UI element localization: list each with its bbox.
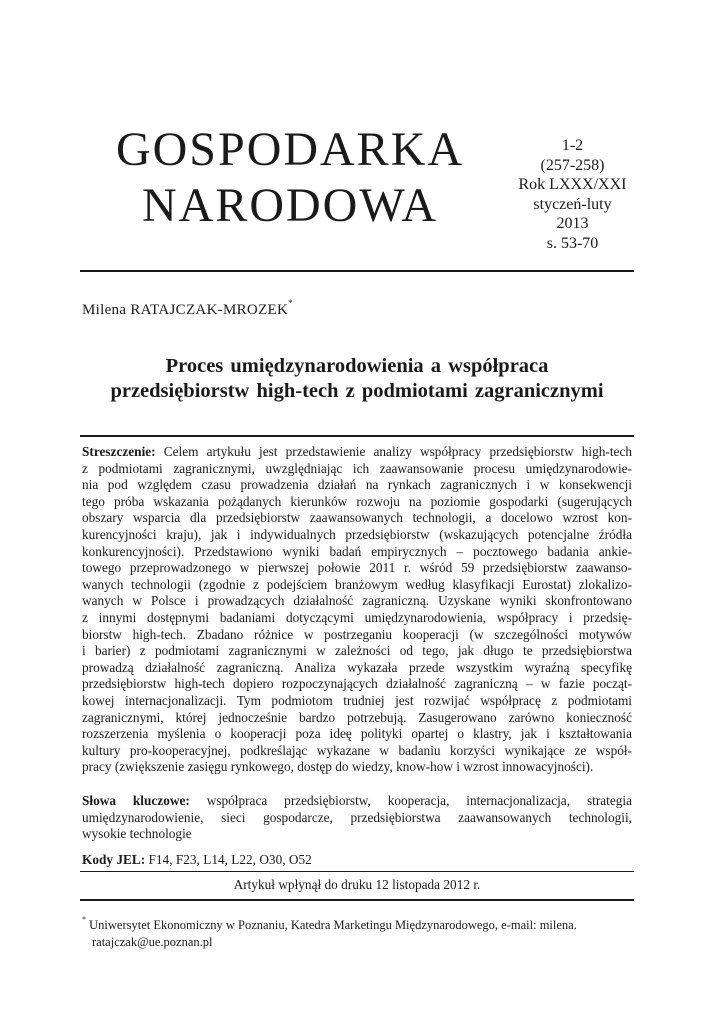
keywords-label: Słowa kluczowe:: [82, 793, 190, 808]
abstract-line: kowej internacjonalizacji. Tym podmiotom trudniej jest rozwijać współpracę z podmiotami: [82, 692, 632, 708]
issue-publication-year: 2013: [556, 215, 589, 232]
article-title-line1: Proces umiędzynarodowienia a współpraca: [165, 355, 549, 377]
abstract: [82, 444, 632, 776]
issue-months: styczeń-luty: [533, 195, 612, 213]
abstract-line: kurencyjności kraju), jak i indywidualnych przedsiębiorstw (wskazujących potencjalne źródła: [82, 526, 632, 542]
jel-codes: [82, 852, 312, 868]
abstract-line: nia pod względem czasu prowadzenia działań na rynkach zagranicznych i w konsekwencji: [82, 477, 632, 493]
issue-pages: s. 53-70: [546, 234, 599, 252]
header-divider: [80, 270, 634, 272]
keywords-line: Słowa kluczowe: współpraca przedsiębiorstw, kooperacja, internacjonalizacja, strategia: [82, 793, 632, 808]
abstract-line: przedsiębiorstw high-tech dopiero rozpoczynających działalność zagraniczną – w fazie począt-: [82, 676, 632, 692]
keywords-line: umiędzynarodowienie, sieci gospodarcze, przedsiębiorstwa zaawansowanych technologii,: [82, 809, 632, 825]
jel-divider: [80, 871, 634, 872]
abstract-line: i barier) z podmiotami zagranicznymi w zależności od tego, jak długo te przedsiębiorstwa: [82, 643, 632, 659]
jel-code-list: F14, F23, L14, L22, O30, O52: [148, 852, 312, 867]
footnote-email-line: ratajczak@ue.poznan.pl: [92, 935, 213, 950]
issue-info: [510, 136, 635, 253]
footnote-divider: [80, 899, 634, 901]
abstract-line: obszary wsparcia dla przedsiębiorstw zaawansowanych technologii, a docelowo wzrost kon-: [82, 510, 632, 526]
abstract-line: konkurencyjności). Przedstawiono wyniki badań empirycznych – pocztowego badania ankie-: [82, 543, 632, 559]
author-last-name: RATAJCZAK-MROZEK: [130, 302, 289, 318]
abstract-line: rozszerzenia myślenia o kooperacji poza ideę polityki opartej o klastry, jak i kształtowania: [82, 726, 632, 742]
issue-cumulative: (257-258): [540, 156, 605, 174]
abstract-line: prowadzą działalność zagraniczną. Analiza wykazała przede wszystkim wyraźną specyfikę: [82, 659, 632, 675]
issue-year: Rok LXXX/XXI: [518, 176, 627, 193]
article-title-line2: przedsiębiorstw high-tech z podmiotami zagranicznymi: [110, 380, 604, 402]
author-first-name: Milena: [82, 302, 127, 318]
abstract-line: towego przeprowadzonego w pierwszej połowie 2011 r. wśród 59 przedsiębiorstw zaawanso-: [82, 560, 632, 576]
keywords: [82, 793, 632, 843]
abstract-line: z innymi dostępnymi badaniami dotyczącymi umiędzynarodowienia, współpracy i przedsię-: [82, 609, 632, 625]
article-title: [80, 354, 634, 404]
received-date: Artykuł wpłynął do druku 12 listopada 2012 r.: [233, 877, 481, 892]
journal-title-line2: NARODOWA: [142, 179, 438, 232]
abstract-line: biorstw high-tech. Zbadano różnice w postrzeganiu kooperacji (w szczególności motywów: [82, 626, 632, 642]
abstract-label: Streszczenie:: [82, 444, 156, 459]
keywords-line: wysokie technologie: [82, 826, 192, 842]
abstract-line: wanych w Polsce i prowadzących działalność zagraniczną. Uzyskane wyniki skonfrontowano: [82, 593, 632, 609]
journal-title: [80, 122, 500, 234]
abstract-line: z podmiotami zagranicznymi, uwzględniając ich zaawansowanie procesu umiędzynarodowie-: [82, 460, 632, 476]
journal-title-line1: GOSPODARKA: [115, 123, 465, 176]
jel-label: Kody JEL:: [82, 852, 146, 867]
abstract-line: wanych technologii (zgodnie z podejściem branżowym według klasyfikacji Eurostat) zlokalizo-: [82, 576, 632, 592]
abstract-line: kultury pro-kooperacyjnej, podkreślając wykazane w badaniu korzyści wynikające ze współ-: [82, 742, 632, 758]
abstract-line: Streszczenie: Celem artykułu jest przedstawienie analizy współpracy przedsiębiorstw high-tech: [82, 444, 632, 459]
abstract-divider: [80, 435, 634, 437]
abstract-line: pracy (zwiększenie zasięgu rynkowego, dostęp do wiedzy, know-how i wzrost innowacyjności).: [82, 759, 594, 775]
footnote-line: * Uniwersytet Ekonomiczny w Poznaniu, Katedra Marketingu Międzynarodowego, e-mail: milena.: [82, 915, 577, 933]
abstract-line: zagranicznymi, której jednocześnie bardzo potrzebują. Zasugerowano zarówno konieczność: [82, 709, 632, 725]
abstract-line: tego próba wskazania pożądanych kierunków rozwoju na poziomie gospodarki (sugerujących: [82, 493, 632, 509]
author-footnote-mark: *: [288, 298, 293, 308]
footnote-mark: *: [82, 915, 86, 924]
author: [82, 300, 293, 319]
footnote: [82, 913, 634, 951]
issue-number: 1-2: [561, 137, 584, 154]
